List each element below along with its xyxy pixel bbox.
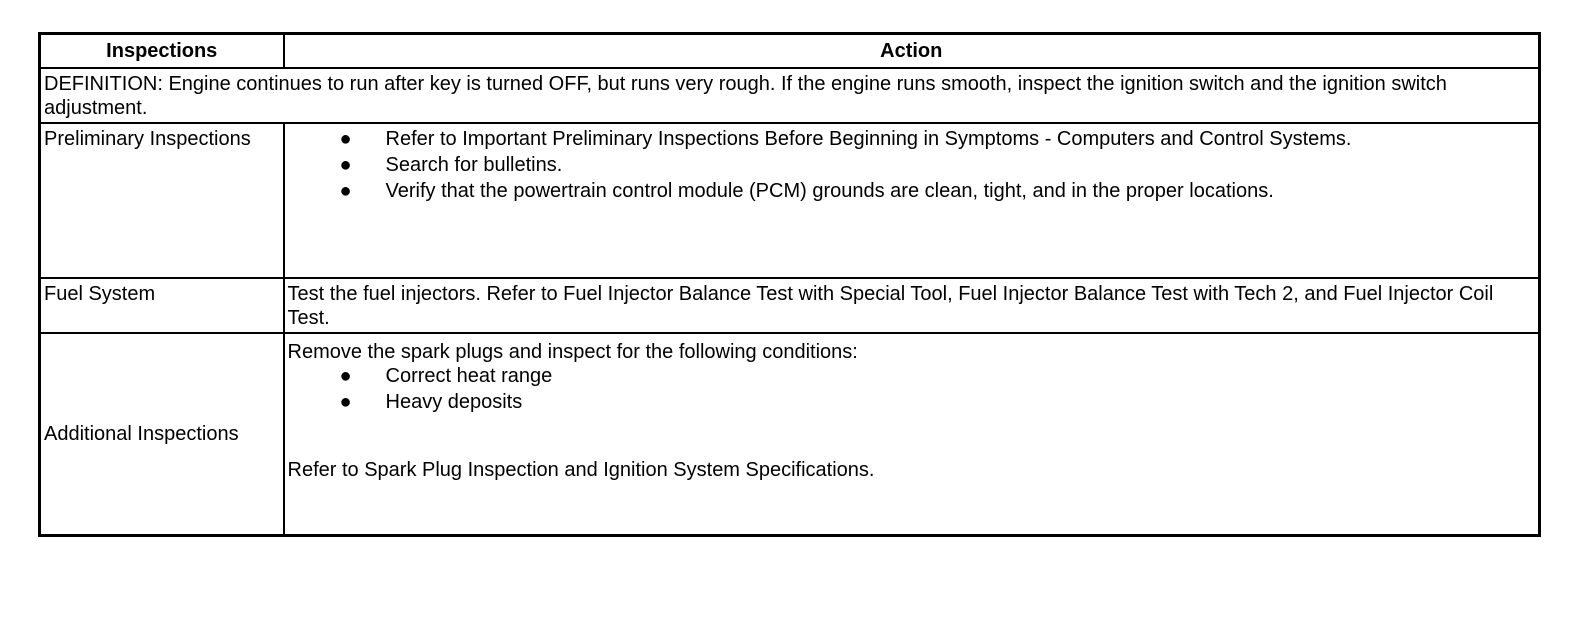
- bullet-icon: ●: [339, 391, 352, 413]
- row-action-preliminary: [284, 123, 1540, 278]
- row-action-fuel: Test the fuel injectors. Refer to Fuel Injector Balance Test with Special Tool, Fuel Injector Balance Test with Tech 2, and Fuel Injector Coil Test.: [284, 278, 1540, 333]
- bullet-list: [288, 127, 1536, 203]
- list-item: [288, 179, 1536, 203]
- header-row: [40, 34, 1540, 69]
- additional-intro: Remove the spark plugs and inspect for the following conditions:: [287, 341, 858, 363]
- list-item-text: Refer to Important Preliminary Inspections Before Beginning in Symptoms - Computers and Control Systems.: [385, 128, 1352, 150]
- bullet-icon: ●: [339, 128, 352, 150]
- row-action-additional: [284, 333, 1540, 536]
- list-item-text: Search for bulletins.: [385, 154, 563, 176]
- definition-row: [40, 68, 1540, 123]
- header-inspections: Inspections: [40, 34, 284, 69]
- row-label-preliminary: Preliminary Inspections: [40, 123, 284, 278]
- list-item-text: Verify that the powertrain control module (PCM) grounds are clean, tight, and in the proper locations.: [385, 180, 1274, 202]
- table-row: [40, 278, 1540, 333]
- list-item-text: Correct heat range: [385, 365, 553, 387]
- list-item: [288, 390, 1536, 414]
- row-label-fuel: Fuel System: [40, 278, 284, 333]
- table-row: [40, 333, 1540, 536]
- row-label-additional: Additional Inspections: [40, 333, 284, 536]
- definition-text: DEFINITION: Engine continues to run after key is turned OFF, but runs very rough. If the engine runs smooth, inspect the ignition switch and the ignition switch adjustment.: [40, 68, 1540, 123]
- list-item-text: Heavy deposits: [385, 391, 523, 413]
- list-item: [288, 127, 1536, 151]
- bullet-icon: ●: [339, 180, 352, 202]
- list-item: [288, 153, 1536, 177]
- symptom-table: [38, 32, 1541, 537]
- table-row: [40, 123, 1540, 278]
- additional-outro: Refer to Spark Plug Inspection and Ignition System Specifications.: [287, 459, 875, 481]
- bullet-icon: ●: [339, 365, 352, 387]
- list-item: [288, 364, 1536, 388]
- header-action: Action: [284, 34, 1540, 69]
- bullet-list: [288, 364, 1536, 414]
- bullet-icon: ●: [339, 154, 352, 176]
